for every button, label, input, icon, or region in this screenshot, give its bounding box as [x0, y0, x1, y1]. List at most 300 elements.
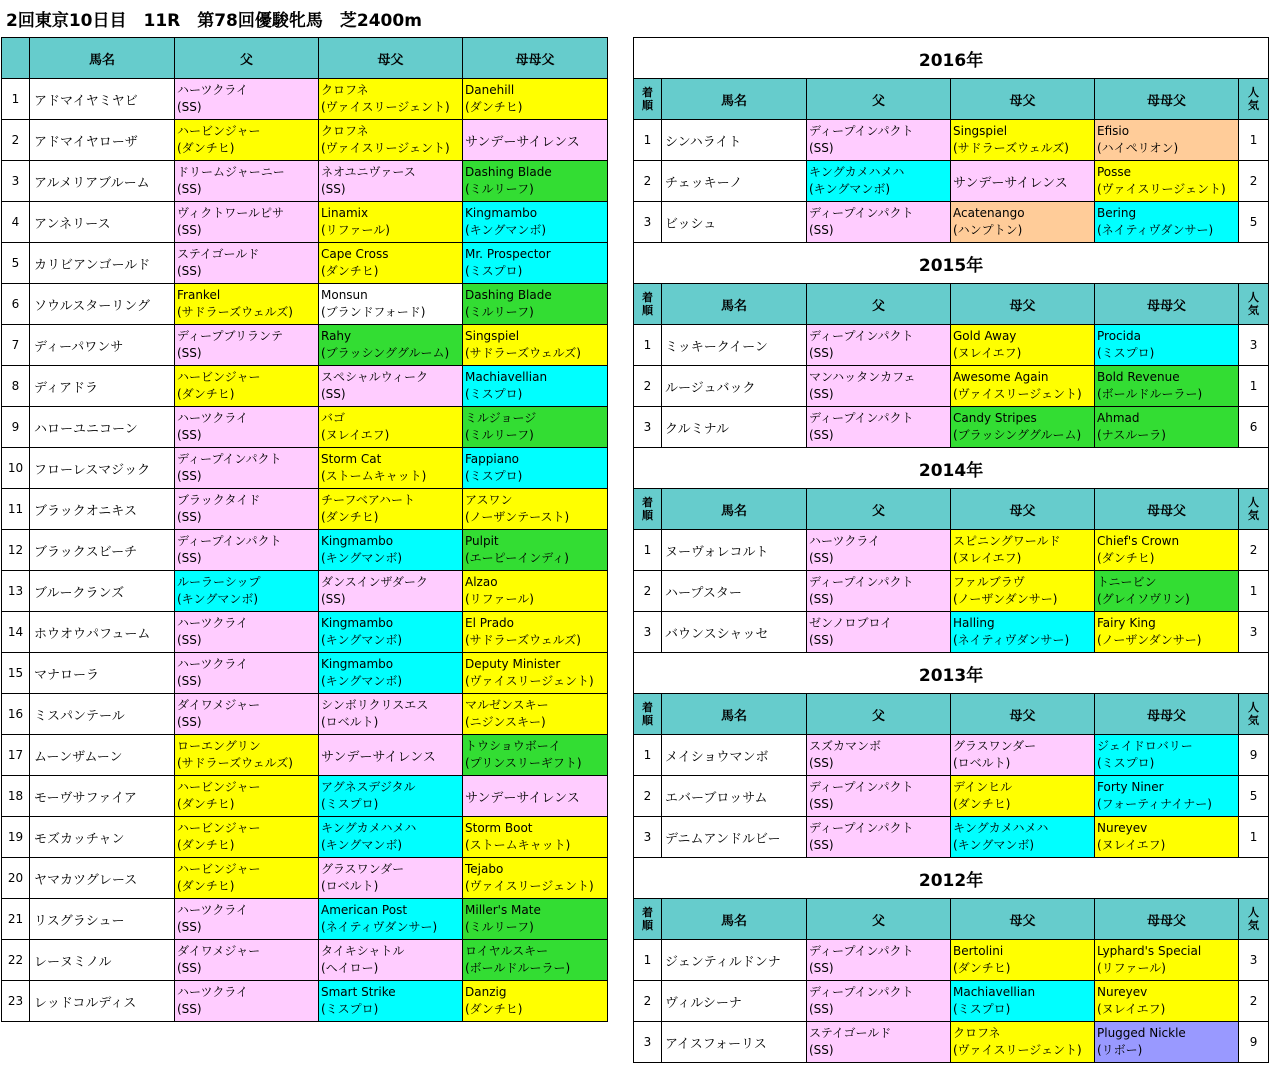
dam-dam-sire-cell	[1095, 202, 1239, 243]
sire-cell	[175, 571, 319, 612]
sire-cell-line: (SS)	[177, 428, 202, 442]
dam-sire-cell	[951, 407, 1095, 448]
header-dam-dam-sire: 母母父	[1095, 489, 1239, 530]
dam-sire-cell	[951, 161, 1095, 202]
horse-name: ヴィルシーナ	[662, 981, 807, 1022]
dam-sire-cell	[951, 776, 1095, 817]
year-heading: 2015年	[634, 243, 1269, 284]
dam-dam-sire-cell-horse: Bering	[1097, 206, 1137, 220]
sire-cell	[807, 366, 951, 407]
entry-row	[2, 981, 608, 1022]
header-horse-name: 馬名	[30, 38, 175, 79]
horse-name: シンハライト	[662, 120, 807, 161]
sire-cell	[175, 366, 319, 407]
dam-sire-cell	[951, 612, 1095, 653]
dam-sire-cell-text: サンデーサイレンス	[321, 749, 436, 765]
dam-sire-cell-line: (ロベルト)	[321, 879, 379, 893]
sire-cell-horse: マンハッタンカフェ	[809, 370, 916, 384]
sire-cell-horse: ディープインパクト	[809, 411, 914, 425]
popularity: 2	[1239, 981, 1269, 1022]
dam-dam-sire-cell-line: (ミスプロ)	[465, 469, 523, 483]
header-finish-order-char: 順	[642, 304, 653, 317]
horse-name: ミッキークイーン	[662, 325, 807, 366]
entry-row	[2, 366, 608, 407]
sire-cell	[807, 981, 951, 1022]
sire-cell	[175, 202, 319, 243]
dam-dam-sire-cell-line: (ダンチヒ)	[465, 100, 523, 114]
dam-sire-cell	[319, 530, 463, 571]
sire-cell-horse: ハーツクライ	[177, 616, 249, 630]
entry-number: 23	[2, 981, 30, 1022]
dam-sire-cell-horse: Halling	[953, 616, 995, 630]
dam-sire-cell-line: (ロベルト)	[953, 756, 1011, 770]
dam-dam-sire-cell-horse: アスワン	[465, 493, 513, 507]
entry-number: 2	[2, 120, 30, 161]
sire-cell-horse: ステイゴールド	[177, 247, 260, 261]
dam-dam-sire-cell-line: (ミスプロ)	[465, 264, 523, 278]
dam-dam-sire-cell	[463, 940, 608, 981]
dam-sire-cell-horse: Bertolini	[953, 944, 1004, 958]
finish-order: 2	[634, 571, 662, 612]
header-dam-sire: 母父	[951, 694, 1095, 735]
sire-cell-line: (SS)	[177, 223, 202, 237]
dam-dam-sire-cell	[463, 407, 608, 448]
dam-sire-cell-horse: Storm Cat	[321, 452, 382, 466]
dam-dam-sire-cell	[463, 899, 608, 940]
horse-name: エバーブロッサム	[662, 776, 807, 817]
header-dam-sire: 母父	[951, 79, 1095, 120]
header-dam-dam-sire: 母母父	[1095, 899, 1239, 940]
dam-dam-sire-cell-line: (ナスルーラ)	[1097, 428, 1166, 442]
dam-sire-cell-line: (キングマンボ)	[953, 838, 1035, 852]
dam-sire-cell-horse: クロフネ	[953, 1026, 1001, 1040]
sire-cell-line: (サドラーズウェルズ)	[177, 305, 293, 319]
dam-dam-sire-cell-line: (ミスプロ)	[1097, 756, 1155, 770]
sire-cell-horse: ディープインパクト	[177, 534, 282, 548]
header-number	[2, 38, 30, 79]
horse-name: ヌーヴォレコルト	[662, 530, 807, 571]
dam-sire-cell-line: (ダンチヒ)	[953, 797, 1011, 811]
popularity: 1	[1239, 366, 1269, 407]
entry-number: 15	[2, 653, 30, 694]
dam-dam-sire-cell-horse: Efisio	[1097, 124, 1130, 138]
dam-dam-sire-cell	[463, 653, 608, 694]
finish-order: 2	[634, 366, 662, 407]
header-sire: 父	[807, 489, 951, 530]
finish-order: 3	[634, 817, 662, 858]
dam-sire-cell	[951, 940, 1095, 981]
entry-number: 21	[2, 899, 30, 940]
horse-name: ビッシュ	[662, 202, 807, 243]
sire-cell	[175, 776, 319, 817]
sire-cell-horse: ゼンノロブロイ	[809, 616, 893, 630]
sire-cell-line: (SS)	[809, 633, 834, 647]
result-row	[634, 1022, 1269, 1063]
sire-cell	[807, 407, 951, 448]
results-header-row	[634, 489, 1269, 530]
dam-sire-cell-line: (ヌレイエフ)	[321, 428, 390, 442]
sire-cell	[175, 120, 319, 161]
header-horse-name: 馬名	[662, 694, 807, 735]
header-popularity-char: 人	[1248, 86, 1260, 99]
sire-cell-line: (ダンチヒ)	[177, 797, 235, 811]
sire-cell	[175, 243, 319, 284]
result-row	[634, 530, 1269, 571]
header-finish-order-char: 順	[642, 919, 653, 932]
entry-row	[2, 858, 608, 899]
dam-dam-sire-cell	[463, 448, 608, 489]
dam-sire-cell	[951, 817, 1095, 858]
empty-cell	[463, 1022, 608, 1063]
dam-dam-sire-cell	[1095, 366, 1239, 407]
sire-cell	[807, 161, 951, 202]
dam-sire-cell	[951, 981, 1095, 1022]
dam-sire-cell-line: (SS)	[321, 592, 346, 606]
entry-number: 14	[2, 612, 30, 653]
sire-cell-horse: ハービンジャー	[177, 821, 261, 835]
dam-dam-sire-cell	[1095, 776, 1239, 817]
dam-sire-cell	[951, 202, 1095, 243]
horse-name: ハローユニコーン	[30, 407, 175, 448]
sire-cell-horse: ハービンジャー	[177, 780, 261, 794]
sire-cell-horse: ハーツクライ	[177, 985, 249, 999]
sire-cell-line: (SS)	[809, 1002, 834, 1016]
dam-sire-cell-horse: シンボリクリスエス	[321, 698, 429, 712]
sire-cell-horse: ハーツクライ	[177, 83, 249, 97]
empty-cell	[2, 1022, 30, 1063]
sire-cell-line: (SS)	[809, 551, 834, 565]
dam-dam-sire-cell-horse: Pulpit	[465, 534, 499, 548]
horse-name: アルメリアブルーム	[30, 161, 175, 202]
entry-number: 12	[2, 530, 30, 571]
dam-sire-cell	[951, 325, 1095, 366]
header-popularity	[1239, 694, 1269, 735]
entry-row	[2, 79, 608, 120]
horse-name: ホウオウパフューム	[30, 612, 175, 653]
sire-cell	[807, 612, 951, 653]
sire-cell-horse: ディープインパクト	[177, 452, 282, 466]
horse-name: ジェンティルドンナ	[662, 940, 807, 981]
sire-cell	[175, 448, 319, 489]
dam-sire-cell-horse: Acatenango	[953, 206, 1025, 220]
entry-row	[2, 448, 608, 489]
dam-dam-sire-cell-line: (ハイペリオン)	[1097, 141, 1179, 155]
dam-sire-cell-horse: キングカメハメハ	[321, 821, 417, 835]
header-popularity	[1239, 284, 1269, 325]
sire-cell-horse: スズカマンボ	[809, 739, 882, 753]
horse-name: マナローラ	[30, 653, 175, 694]
entry-number: 3	[2, 161, 30, 202]
dam-dam-sire-cell-line: (ミルリーフ)	[465, 920, 534, 934]
dam-dam-sire-cell-horse: Alzao	[465, 575, 498, 589]
horse-name: ミスパンテール	[30, 694, 175, 735]
dam-sire-cell-horse: キングカメハメハ	[953, 821, 1049, 835]
sire-cell-horse: ディープインパクト	[809, 329, 914, 343]
header-sire: 父	[175, 38, 319, 79]
sire-cell	[807, 735, 951, 776]
dam-dam-sire-cell-line: (ヴァイスリージェント)	[465, 674, 594, 688]
header-sire: 父	[807, 899, 951, 940]
sire-cell-line: (ダンチヒ)	[177, 141, 235, 155]
sire-cell	[175, 79, 319, 120]
dam-dam-sire-cell	[463, 981, 608, 1022]
year-row	[634, 38, 1269, 79]
sire-cell	[807, 202, 951, 243]
dam-dam-sire-cell-horse: Mr. Prospector	[465, 247, 551, 261]
header-sire: 父	[807, 694, 951, 735]
finish-order: 1	[634, 325, 662, 366]
popularity: 1	[1239, 571, 1269, 612]
dam-dam-sire-cell	[463, 776, 608, 817]
entry-number: 13	[2, 571, 30, 612]
dam-sire-cell-horse: Singspiel	[953, 124, 1008, 138]
dam-dam-sire-cell-horse: Danehill	[465, 83, 515, 97]
dam-dam-sire-cell-horse: ロイヤルスキー	[465, 944, 549, 958]
finish-order: 2	[634, 981, 662, 1022]
dam-dam-sire-cell	[463, 735, 608, 776]
result-row	[634, 366, 1269, 407]
sheet-title: 2回東京10日目 11R 第78回優駿牝馬 芝2400m	[6, 11, 422, 31]
dam-sire-cell-line: (ミスプロ)	[321, 797, 379, 811]
dam-sire-cell-horse: ファルブラヴ	[953, 575, 1025, 589]
dam-dam-sire-cell-line: (ノーザンテースト)	[465, 510, 570, 524]
dam-dam-sire-cell-horse: ミルジョージ	[465, 411, 537, 425]
horse-name: ディーパワンサ	[30, 325, 175, 366]
horse-name: ブラックスビーチ	[30, 530, 175, 571]
finish-order: 1	[634, 940, 662, 981]
dam-dam-sire-cell-horse: Forty Niner	[1097, 780, 1164, 794]
header-dam-dam-sire: 母母父	[1095, 79, 1239, 120]
popularity: 1	[1239, 120, 1269, 161]
horse-name: モズカッチャン	[30, 817, 175, 858]
entry-row	[2, 243, 608, 284]
sire-cell-line: (SS)	[809, 1043, 834, 1057]
sire-cell	[175, 325, 319, 366]
year-row	[634, 448, 1269, 489]
dam-sire-cell-horse: Monsun	[321, 288, 368, 302]
dam-dam-sire-cell-horse: Procida	[1097, 329, 1141, 343]
dam-dam-sire-cell-horse: Fairy King	[1097, 616, 1156, 630]
dam-dam-sire-cell	[1095, 120, 1239, 161]
result-row	[634, 571, 1269, 612]
sire-cell	[175, 653, 319, 694]
dam-sire-cell-horse: デインヒル	[953, 780, 1013, 794]
dam-sire-cell-line: (ヌレイエフ)	[953, 346, 1022, 360]
popularity: 3	[1239, 940, 1269, 981]
horse-name: ルージュバック	[662, 366, 807, 407]
sire-cell-line: (キングマンボ)	[177, 592, 259, 606]
dam-dam-sire-cell	[1095, 735, 1239, 776]
dam-dam-sire-cell-horse: Dashing Blade	[465, 165, 552, 179]
sire-cell-horse: ハーツクライ	[177, 903, 249, 917]
dam-dam-sire-cell-line: (エーピーインディ)	[465, 551, 569, 565]
sire-cell-horse: ハービンジャー	[177, 124, 261, 138]
dam-dam-sire-cell	[463, 489, 608, 530]
header-horse-name: 馬名	[662, 284, 807, 325]
header-popularity	[1239, 79, 1269, 120]
entry-row	[2, 899, 608, 940]
horse-name: メイショウマンボ	[662, 735, 807, 776]
horse-name: クルミナル	[662, 407, 807, 448]
dam-dam-sire-cell-line: (ニジンスキー)	[465, 715, 546, 729]
empty-cell	[319, 1022, 463, 1063]
header-dam-dam-sire: 母母父	[1095, 694, 1239, 735]
dam-dam-sire-cell-line: (ミスプロ)	[465, 387, 523, 401]
sire-cell	[807, 325, 951, 366]
dam-sire-cell-horse: クロフネ	[321, 83, 369, 97]
entry-row	[2, 776, 608, 817]
dam-dam-sire-cell-horse: ジェイドロバリー	[1097, 739, 1193, 753]
dam-dam-sire-cell	[463, 120, 608, 161]
entry-number: 5	[2, 243, 30, 284]
result-row	[634, 735, 1269, 776]
dam-dam-sire-cell	[1095, 981, 1239, 1022]
dam-dam-sire-cell	[1095, 612, 1239, 653]
dam-dam-sire-cell	[463, 612, 608, 653]
dam-dam-sire-cell-horse: トニービン	[1097, 575, 1157, 589]
dam-sire-cell	[319, 284, 463, 325]
entry-row	[2, 571, 608, 612]
sire-cell	[807, 571, 951, 612]
sire-cell	[175, 735, 319, 776]
dam-sire-cell-horse: Gold Away	[953, 329, 1017, 343]
header-popularity	[1239, 899, 1269, 940]
dam-sire-cell	[319, 161, 463, 202]
dam-dam-sire-cell-horse: Miller's Mate	[465, 903, 541, 917]
dam-sire-cell-line: (ダンチヒ)	[953, 961, 1011, 975]
dam-dam-sire-cell	[1095, 530, 1239, 571]
dam-sire-cell-line: (ヴァイスリージェント)	[321, 100, 450, 114]
result-row	[634, 981, 1269, 1022]
header-horse-name: 馬名	[662, 899, 807, 940]
sire-cell-line: (SS)	[809, 838, 834, 852]
sire-cell-line: (SS)	[177, 510, 202, 524]
dam-sire-cell-horse: ダンスインザダーク	[321, 575, 428, 589]
entry-row	[2, 120, 608, 161]
dam-dam-sire-cell	[463, 202, 608, 243]
dam-dam-sire-cell-horse: Singspiel	[465, 329, 520, 343]
dam-dam-sire-cell	[463, 858, 608, 899]
dam-dam-sire-cell-line: (ボールドルーラー)	[1097, 387, 1203, 401]
dam-sire-cell	[951, 571, 1095, 612]
year-row	[634, 858, 1269, 899]
dam-dam-sire-cell	[463, 366, 608, 407]
sire-cell-line: (SS)	[177, 346, 202, 360]
horse-name: モーヴサファイア	[30, 776, 175, 817]
entry-number: 9	[2, 407, 30, 448]
sire-cell-line: (SS)	[177, 715, 202, 729]
dam-sire-cell-horse: American Post	[321, 903, 408, 917]
dam-sire-cell-horse: ネオユニヴァース	[321, 165, 416, 179]
sire-cell-horse: ハーツクライ	[177, 657, 249, 671]
sire-cell	[175, 284, 319, 325]
dam-dam-sire-cell-line: (ミスプロ)	[1097, 346, 1155, 360]
header-popularity-char: 人	[1248, 906, 1260, 919]
year-heading: 2014年	[634, 448, 1269, 489]
dam-dam-sire-cell	[1095, 571, 1239, 612]
header-popularity-char: 気	[1248, 99, 1260, 112]
dam-sire-cell-horse: グラスワンダー	[953, 739, 1037, 753]
dam-dam-sire-cell-line: (ネイティヴダンサー)	[1097, 223, 1214, 237]
dam-dam-sire-cell-horse: Kingmambo	[465, 206, 538, 220]
header-popularity-char: 気	[1248, 304, 1260, 317]
header-finish-order-char: 着	[642, 86, 653, 99]
header-popularity-char: 人	[1248, 291, 1260, 304]
header-finish-order-char: 順	[642, 99, 653, 112]
horse-name: バウンスシャッセ	[662, 612, 807, 653]
header-finish-order	[634, 489, 662, 530]
header-popularity-char: 人	[1248, 496, 1260, 509]
header-dam-sire: 母父	[951, 284, 1095, 325]
dam-sire-cell	[319, 571, 463, 612]
dam-dam-sire-cell-line: (ミルリーフ)	[465, 182, 534, 196]
entry-row	[2, 694, 608, 735]
sire-cell-horse: ディープインパクト	[809, 575, 914, 589]
dam-sire-cell	[319, 489, 463, 530]
dam-dam-sire-cell-line: (ノーザンダンサー)	[1097, 633, 1202, 647]
dam-sire-cell	[951, 735, 1095, 776]
sire-cell-horse: ブラックタイド	[177, 493, 261, 507]
sire-cell	[175, 899, 319, 940]
header-dam-dam-sire: 母母父	[463, 38, 608, 79]
header-popularity-char: 気	[1248, 509, 1260, 522]
dam-sire-cell-line: (ネイティヴダンサー)	[321, 920, 438, 934]
dam-sire-cell	[951, 530, 1095, 571]
dam-sire-cell	[319, 981, 463, 1022]
horse-name: アイスフォーリス	[662, 1022, 807, 1063]
dam-dam-sire-cell-horse: Posse	[1097, 165, 1132, 179]
dam-sire-cell-line: (ネイティヴダンサー)	[953, 633, 1070, 647]
dam-sire-cell-line: (ブランドフォード)	[321, 305, 426, 319]
entry-row	[2, 407, 608, 448]
dam-dam-sire-cell	[1095, 325, 1239, 366]
sire-cell-horse: ハービンジャー	[177, 862, 261, 876]
sire-cell-horse: ダイワメジャー	[177, 944, 261, 958]
sire-cell	[175, 817, 319, 858]
dam-dam-sire-cell	[463, 530, 608, 571]
dam-sire-cell-horse: タイキシャトル	[321, 944, 405, 958]
dam-sire-cell-line: (キングマンボ)	[321, 551, 403, 565]
dam-sire-cell-line: (ヌレイエフ)	[953, 551, 1022, 565]
dam-dam-sire-cell	[463, 325, 608, 366]
entry-number: 16	[2, 694, 30, 735]
dam-dam-sire-cell-horse: Bold Revenue	[1097, 370, 1180, 384]
horse-name: アドマイヤミヤビ	[30, 79, 175, 120]
header-finish-order-char: 着	[642, 701, 653, 714]
dam-sire-cell-line: (ミスプロ)	[953, 1002, 1011, 1016]
sire-cell	[807, 776, 951, 817]
sire-cell-line: (ダンチヒ)	[177, 879, 235, 893]
dam-dam-sire-cell	[463, 694, 608, 735]
dam-sire-cell	[951, 366, 1095, 407]
header-dam-sire: 母父	[319, 38, 463, 79]
dam-dam-sire-cell-line: (ヌレイエフ)	[1097, 1002, 1166, 1016]
entry-number: 22	[2, 940, 30, 981]
entry-number: 7	[2, 325, 30, 366]
dam-sire-cell	[319, 612, 463, 653]
result-row	[634, 120, 1269, 161]
entry-row	[2, 161, 608, 202]
dam-sire-cell-horse: Linamix	[321, 206, 369, 220]
results-header-row	[634, 284, 1269, 325]
sire-cell-line: (SS)	[177, 961, 202, 975]
dam-sire-cell	[319, 776, 463, 817]
sire-cell-horse: ディープインパクト	[809, 780, 914, 794]
popularity: 9	[1239, 1022, 1269, 1063]
dam-dam-sire-cell-horse: Dashing Blade	[465, 288, 552, 302]
dam-dam-sire-cell-line: (サドラーズウェルズ)	[465, 346, 581, 360]
horse-name: レーヌミノル	[30, 940, 175, 981]
